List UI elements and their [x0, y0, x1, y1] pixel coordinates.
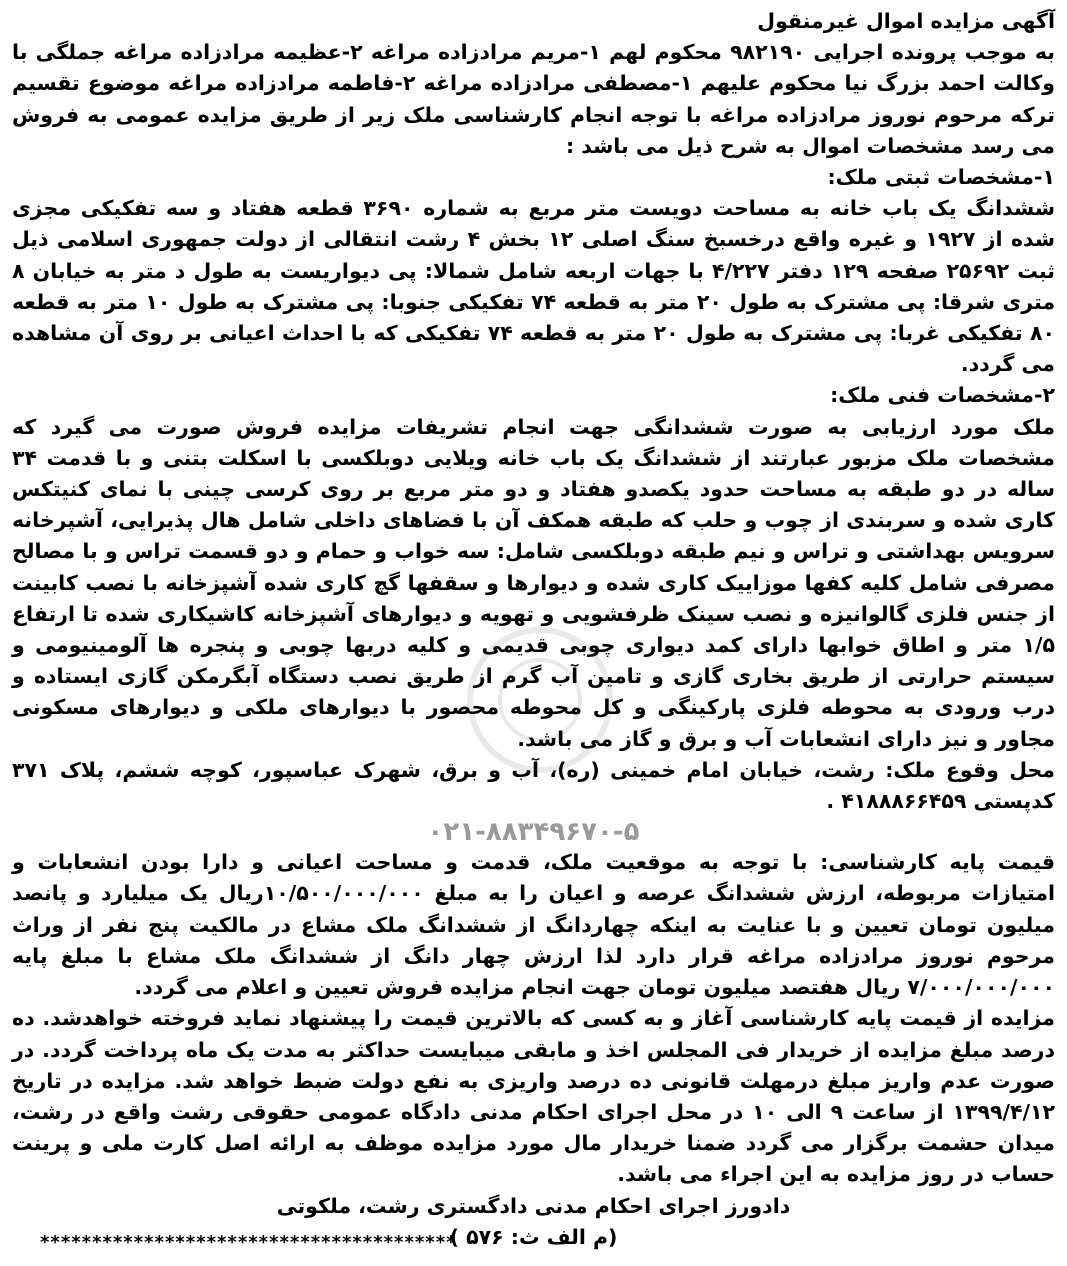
watermark-phone: ۰۲۱-۸۸۳۴۹۶۷۰-۵	[427, 817, 640, 848]
notice-title: آگهی مزایده اموال غیرمنقول	[757, 9, 1055, 33]
star-divider: ****************************************	[40, 1231, 457, 1253]
location-text: محل وقوع ملک: رشت، خیابان امام خمینی (ره)، آب و برق، شهرک عباسپور، کوچه ششم، پلاک ۳۷۱ کدپستی ۴۱۸۸۸۶۶۴۵۹ .	[12, 757, 1055, 814]
signature: دادورز اجرای احکام مدنی دادگستری رشت، ملکوتی	[276, 1193, 791, 1218]
auction-text: مزایده از قیمت پایه کارشناسی آغاز و به کسی که بالاترین قیمت را پیشنهاد نماید فروخته خواهدشد. ده درصد مبلغ مزایده از خریدار فی المجلس اخذ و مابقی میبایست حداکثر به مدت یک ماه پرداخت گردد. در صورت عدم واریز مبلغ درمهلت قانونی ده درصد واریزی به نفع دولت ضبط خواهد شد. مزایده در تاریخ ۱۳۹۹/۴/۱۲ از ساعت ۹ الی ۱۰ در محل اجرای احکام مدنی دادگاه عمومی حقوقی رشت واقع در رشت، میدان حشمت برگزار می گردد ضمنا خریدار مال مورد مزایده موظف به ارائه اصل کارت ملی و پرینت حساب در روز مزایده به این اجراء می باشد.	[12, 1006, 1055, 1187]
section2-body: ملک مورد ارزیابی به صورت ششدانگی جهت انجام تشریفات مزایده فروش صورت می گیرد که مشخصات ملک مزبور عبارتند از ششدانگ یک باب خانه ویلایی دوبلکسی با اسکلت بتنی و با قدمت ۳۴ ساله در دو طبقه به مساحت حدود یکصدو هفتاد و دو متر مربع بر روی کرسی چینی با نمای کنیتکس کاری شده و سربندی از چوب و حلب که طبقه همکف آن با فضاهای داخلی شامل هال پذیرایی، آشپرخانه سرویس بهداشتی و تراس و نیم طبقه دوبلکسی شامل: سه خواب و حمام و دو قسمت تراس و با مصالح مصرفی شامل کلیه کفها موزاییک کاری شده و دیوارها و سقفها گچ کاری شده آشپزخانه با نصب کابینت از جنس فلزی گالوانیزه و نصب سینک ظرفشویی و تهویه و دیوارهای آشپزخانه کاشیکاری شده تا ارتفاع ۱/۵ متر و اطاق خوابها دارای کمد دیواری چوبی قدیمی و کلیه دربها چوبی و پنجره ها آلومینیومی و سیستم حرارتی از طریق بخاری گازی و تامین آب گرم از طریق نصب دستگاه آبگرمکن گازی ایستاده و درب ورودی به محوطه فلزی پارکینگی و کل محوطه محصور با دیوارهای ملکی و دیوارهای مسکونی مجاور و نیز دارای انشعابات آب و برق و گاز می باشد.	[12, 414, 1055, 751]
section1-body: ششدانگ یک باب خانه به مساحت دویست متر مربع به شماره ۳۶۹۰ قطعه هفتاد و سه تفکیکی مجزی شده از ۱۹۲۷ و غیره واقع درخسبخ سنگ اصلی ۱۲ بخش ۴ رشت انتقالی از دولت جمهوری اسلامی ذیل ثبت ۲۵۶۹۲ صفحه ۱۲۹ دفتر ۴/۲۲۷ با جهات اربعه شامل شمالا: پی دیواریست به طول د متر به خیابان ۸ متری شرقا: پی مشترک به طول ۲۰ متر به قطعه ۷۴ تفکیکی جنوبا: پی مشترک به طول ۱۰ متر به قطعه ۸۰ تفکیکی غربا: پی مشترک به طول ۲۰ متر به قطعه ۷۴ تفکیکی که با احداث اعیانی بر روی آن مشاهده می گردد.	[12, 196, 1056, 377]
reference-number: (م الف ث: ۵۷۶ )	[449, 1224, 618, 1249]
section1-heading: ۱-مشخصات ثبتی ملک:	[827, 165, 1055, 190]
price-text: قیمت پایه کارشناسی: با توجه به موقعیت ملک، قدمت و مساحت اعیانی و دارا بودن انشعابات و امتیازات مربوطه، ارزش ششدانگ عرصه و اعیان را به مبلغ ۱۰/۵۰۰/۰۰۰/۰۰۰ریال یک میلیارد و پانصد میلیون تومان تعیین و با عنایت به اینکه چهاردانگ از ششدانگ ملک مشاع در مالکیت پنج نفر از وراث مرحوم نوروز مرادزاده مراغه قرار دارد لذا ارزش چهار دانگ از ششدانگ ملک مشاع با مبلغ پایه ۷/۰۰۰/۰۰۰/۰۰۰ ریال هفتصد میلیون تومان جهت انجام مزایده فروش تعیین و اعلام می گردد.	[12, 850, 1055, 1000]
section2-heading: ۲-مشخصات فنی ملک:	[830, 383, 1055, 408]
notice-intro: به موجب پرونده اجرایی ۹۸۲۱۹۰ محکوم لهم ۱-مریم مرادزاده مراغه ۲-عظیمه مرادزاده مراغه جملگی با وکالت احمد بزرگ نیا محکوم علیهم ۱-مصطفی مرادزاده مراغه ۲-فاطمه مرادزاده مراغه موضوع تقسیم ترکه مرحوم نوروز مرادزاده مراغه با توجه انجام کارشناسی ملک زیر از طریق مزایده عمومی به فروش می رسد مشخصات اموال به شرح ذیل می باشد :	[12, 40, 1055, 158]
